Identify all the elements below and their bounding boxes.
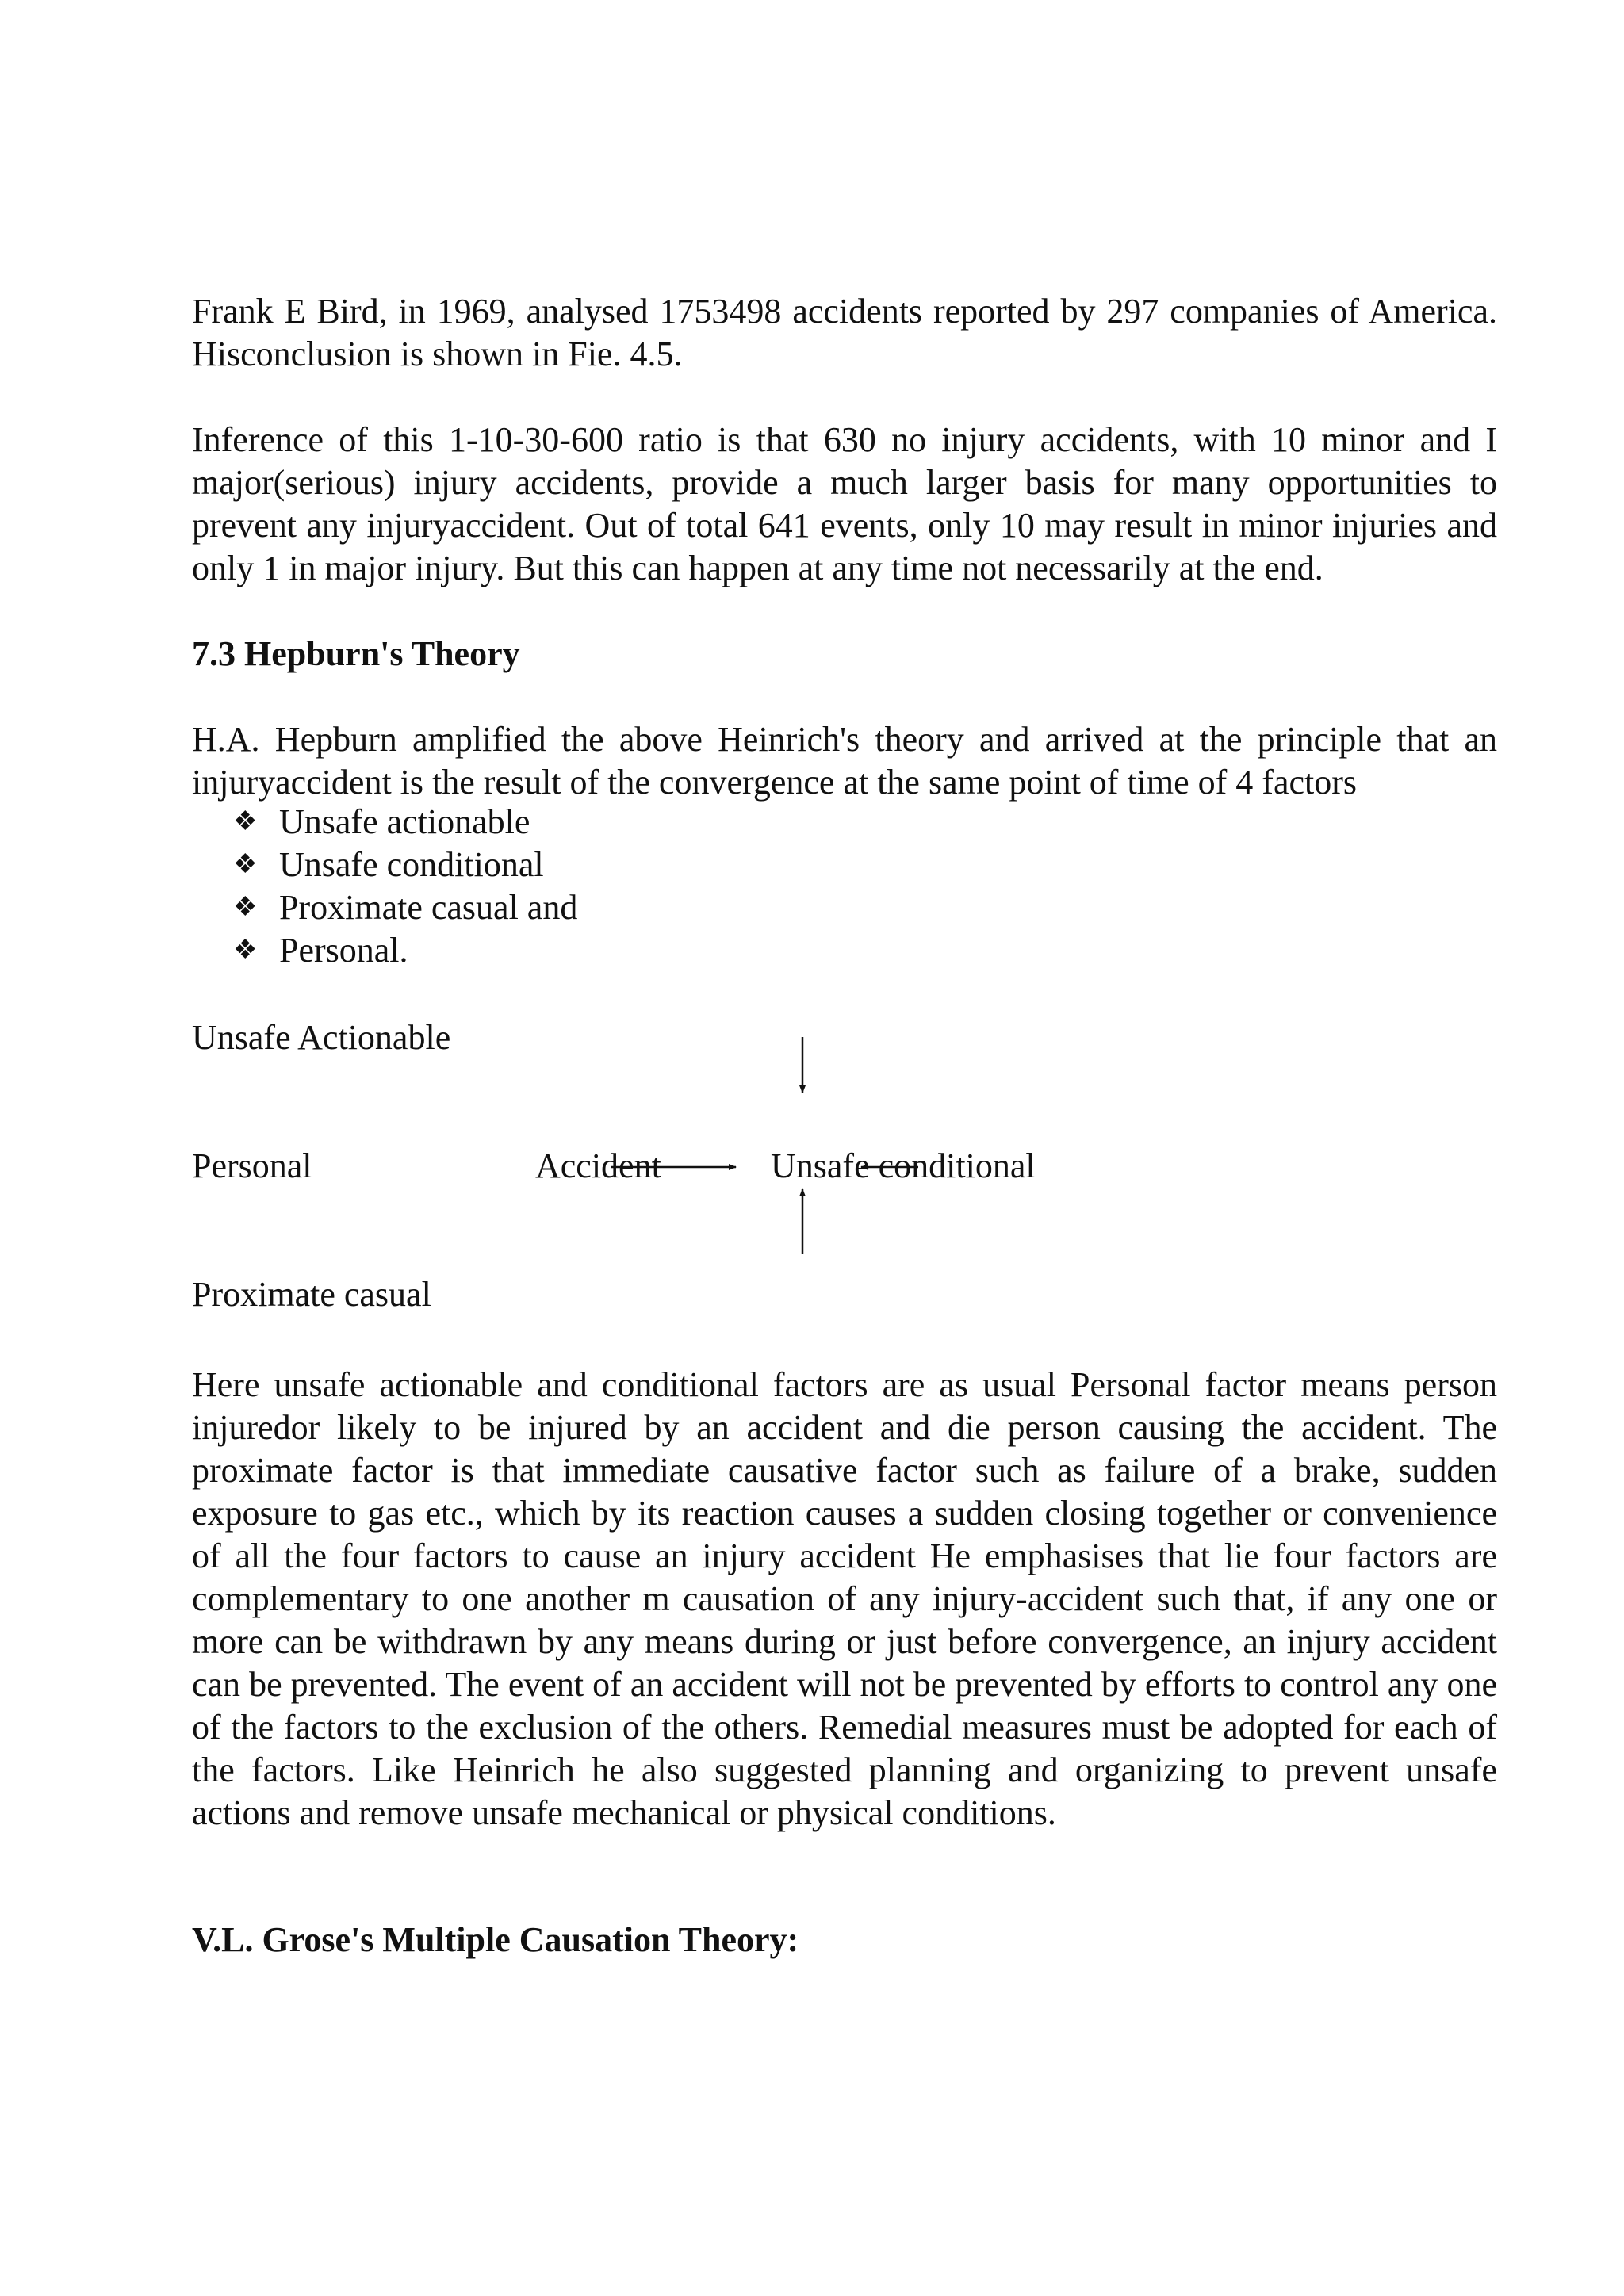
diagram-label-accident: Accident xyxy=(535,1146,661,1185)
diagram-label-personal: Personal xyxy=(192,1146,312,1185)
heading-grose-theory: V.L. Grose's Multiple Causation Theory: xyxy=(192,1920,799,1959)
diamond-bullet-icon: ❖ xyxy=(233,807,258,836)
list-item: ❖ Personal. xyxy=(233,929,577,972)
diamond-bullet-icon: ❖ xyxy=(233,936,258,965)
paragraph-bird-analysis: Frank E Bird, in 1969, analysed 1753498 accidents reported by 297 companies of America. Hisconclusion is shown in Fie. 4.5. xyxy=(192,292,1497,373)
list-item: ❖ Unsafe conditional xyxy=(233,844,577,886)
diagram-label-proximate-casual: Proximate casual xyxy=(192,1275,431,1314)
diamond-bullet-icon: ❖ xyxy=(233,893,258,922)
diagram-label-unsafe-actionable: Unsafe Actionable xyxy=(192,1018,451,1057)
list-item: ❖ Proximate casual and xyxy=(233,886,577,929)
paragraph-hepburn-principle: H.A. Hepburn amplified the above Heinrich's theory and arrived at the principle that an injuryaccident is the result of the convergence at the same point of time of 4 factors xyxy=(192,720,1497,802)
diamond-bullet-icon: ❖ xyxy=(233,850,258,879)
list-item: ❖ Unsafe actionable xyxy=(233,801,577,844)
heading-hepburn-theory: 7.3 Hepburn's Theory xyxy=(192,634,520,673)
paragraph-ratio-inference: Inference of this 1-10-30-600 ratio is that 630 no injury accidents, with 10 minor and I major(serious) injury accidents, provide a much larger basis for many opportunities to prevent any injuryaccident. Out of total 641 events, only 10 may result in minor injuries and only 1 in major injury. But this can happen at any time not necessarily at the end. xyxy=(192,420,1497,587)
diagram-label-unsafe-conditional: Unsafe conditional xyxy=(771,1146,1036,1185)
paragraph-factors-explanation: Here unsafe actionable and conditional factors are as usual Personal factor means person injuredor likely to be injured by an accident and die person causing the accident. The proximate factor is that immediate causative factor such as failure of a brake, sudden exposure to gas etc., which by its reaction causes a sudden closing together or convenience of all the four factors to cause an injury accident He emphasises that lie four factors are complementary to one another m causation of any injury-accident such that, if any one or more can be withdrawn by any means during or just before convergence, an injury accident can be prevented. The event of an accident will not be prevented by efforts to control any one of the factors to the exclusion of the others. Remedial measures must be adopted for each of the factors. Like Heinrich he also suggested planning and organizing to prevent unsafe actions and remove unsafe mechanical or physical conditions. xyxy=(192,1365,1497,1832)
